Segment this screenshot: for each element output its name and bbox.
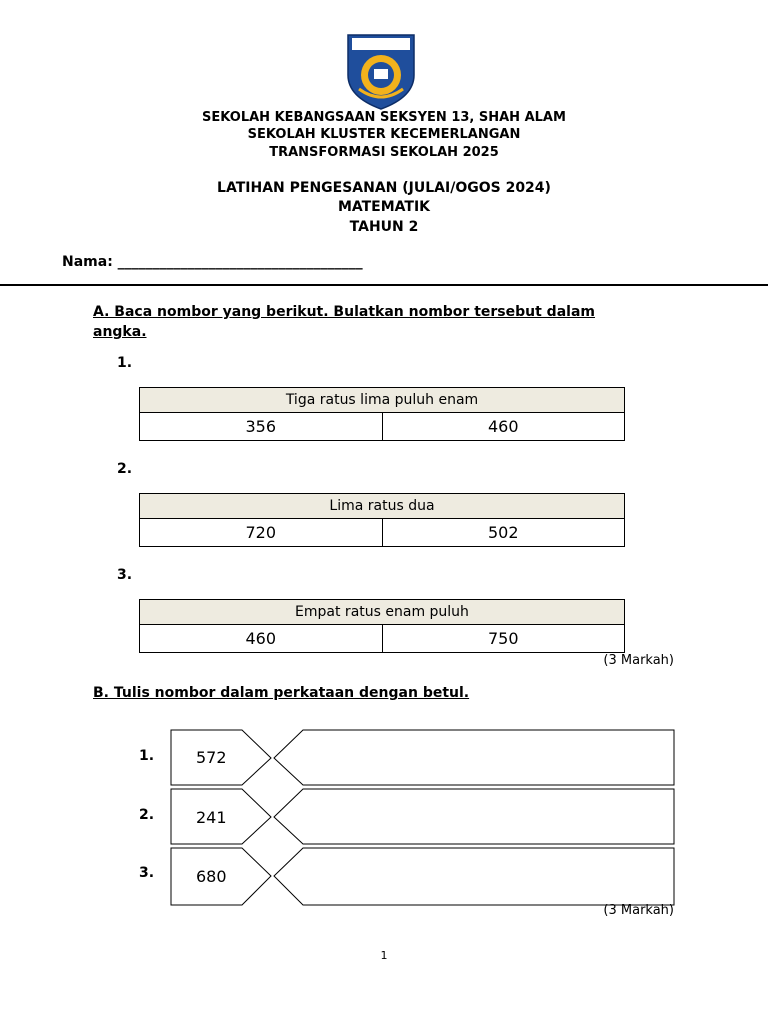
section-a-title: A. Baca nombor yang berikut. Bulatkan nombor tersebut dalam	[93, 304, 595, 320]
school-program: TRANSFORMASI SEKOLAH 2025	[269, 145, 499, 160]
number-words: Lima ratus dua	[140, 494, 625, 519]
question-a1-table	[139, 387, 625, 441]
question-a1-number: 1.	[117, 355, 133, 371]
school-logo	[345, 31, 417, 111]
number-words: Empat ratus enam puluh	[140, 600, 625, 625]
section-a-title-cont: angka.	[93, 324, 147, 340]
question-b2-number: 2.	[139, 807, 155, 823]
number-value: 572	[196, 748, 227, 767]
header-divider	[0, 284, 768, 286]
exam-title: LATIHAN PENGESANAN (JULAI/OGOS 2024)	[217, 180, 551, 196]
year-title: TAHUN 2	[349, 219, 419, 235]
school-name: SEKOLAH KEBANGSAAN SEKSYEN 13, SHAH ALAM	[202, 110, 566, 125]
question-b1-number: 1.	[139, 748, 155, 764]
section-a-marks: (3 Markah)	[603, 653, 674, 668]
option-2[interactable]: 460	[382, 413, 625, 441]
answer-box-3[interactable]	[273, 847, 677, 907]
question-a3-table	[139, 599, 625, 653]
option-2[interactable]: 750	[382, 625, 625, 653]
question-a2-table	[139, 493, 625, 547]
section-b-marks: (3 Markah)	[603, 903, 674, 918]
question-a2-number: 2.	[117, 461, 133, 477]
page-number: 1	[380, 949, 388, 962]
option-1[interactable]: 460	[140, 625, 383, 653]
section-b-title: B. Tulis nombor dalam perkataan dengan betul.	[93, 685, 470, 701]
name-field[interactable]: Nama: ___________________________________	[62, 254, 363, 270]
school-cluster: SEKOLAH KLUSTER KECEMERLANGAN	[247, 127, 521, 142]
option-1[interactable]: 720	[140, 519, 383, 547]
option-2[interactable]: 502	[382, 519, 625, 547]
answer-box-1[interactable]	[273, 729, 677, 787]
subject-title: MATEMATIK	[337, 199, 431, 215]
number-value: 680	[196, 867, 227, 886]
question-b3-number: 3.	[139, 865, 155, 881]
number-words: Tiga ratus lima puluh enam	[140, 388, 625, 413]
number-value: 241	[196, 808, 227, 827]
answer-box-2[interactable]	[273, 788, 677, 846]
option-1[interactable]: 356	[140, 413, 383, 441]
question-a3-number: 3.	[117, 567, 133, 583]
